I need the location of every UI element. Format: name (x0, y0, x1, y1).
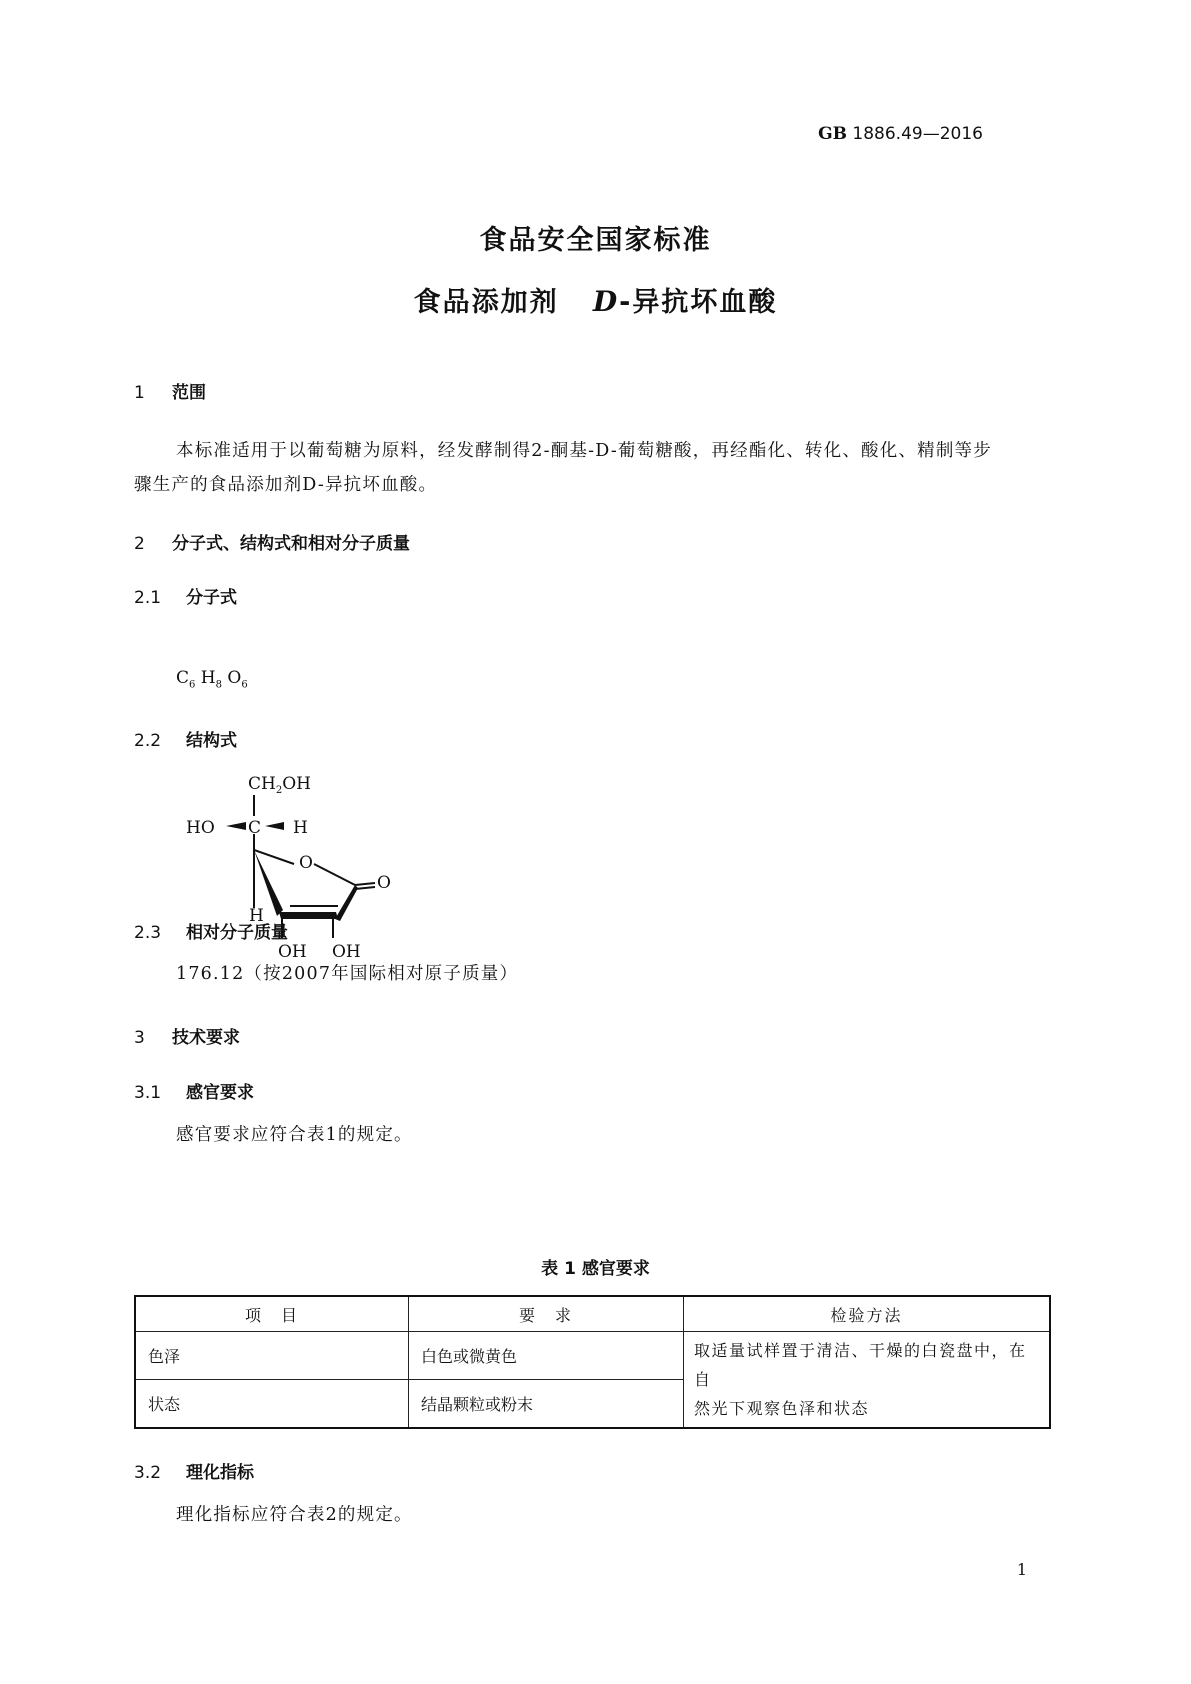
document-subtitle (0, 280, 1191, 319)
bond-o1-c2 (314, 864, 355, 885)
section-3-2-heading (134, 1458, 254, 1483)
subtitle-suffix: -异抗坏血酸 (619, 287, 778, 318)
section-3-1-text: 感官要求应符合表1的规定。 (176, 1125, 413, 1145)
molecular-formula (176, 668, 248, 690)
method-line-2: 然光下观察色泽和状态 (694, 1399, 870, 1418)
section-number: 3.2 (134, 1463, 162, 1483)
standard-code-number: 1886.49—2016 (852, 124, 983, 144)
table-cell-requirement: 结晶颗粒或粉末 (409, 1379, 684, 1428)
section-title: 分子式 (186, 588, 237, 608)
label-keto-o: O (377, 873, 391, 893)
section-number: 2.1 (134, 588, 162, 608)
table-header-method: 检验方法 (684, 1296, 1051, 1332)
section-3-2-text: 理化指标应符合表2的规定。 (176, 1505, 413, 1525)
table-row (135, 1332, 1050, 1380)
method-line-1: 取适量试样置于清洁、干燥的白瓷盘中，在自 (694, 1341, 1027, 1389)
table-header-item: 项 目 (135, 1296, 409, 1332)
label-oh-right: OH (332, 942, 361, 962)
table-cell-item: 色泽 (135, 1332, 409, 1380)
label-h-bottom: H (249, 906, 264, 926)
section-1-text-line-1: 本标准适用于以葡萄糖为原料，经发酵制得2-酮基-D-葡萄糖酸，再经酯化、转化、酸化、精制等步 (176, 441, 992, 461)
section-2-3-heading (134, 918, 288, 943)
subtitle-prefix: 食品添加剂 (413, 287, 559, 318)
section-number: 2.3 (134, 923, 162, 943)
wedge-ho (226, 822, 246, 830)
bond-c2-keto (355, 883, 375, 885)
section-2-heading (134, 529, 410, 554)
section-title: 感官要求 (186, 1083, 254, 1103)
table-header-row (135, 1296, 1050, 1332)
section-number: 1 (134, 383, 145, 403)
formula-h: H (200, 668, 216, 688)
formula-o: O (227, 668, 242, 688)
section-number: 2.2 (134, 731, 162, 751)
standard-code (818, 124, 983, 144)
formula-c-sub: 6 (189, 679, 196, 691)
section-title: 理化指标 (186, 1463, 254, 1483)
label-oh-left: OH (278, 942, 307, 962)
section-title: 结构式 (186, 731, 237, 751)
label-ch2oh: $CH_2OH$ (248, 774, 311, 796)
section-3-heading (134, 1023, 240, 1048)
section-number: 3 (134, 1028, 145, 1048)
label-ho: HO (186, 818, 215, 838)
section-2-2-heading (134, 726, 237, 751)
subtitle-italic-d: D (592, 285, 620, 318)
section-number: 3.1 (134, 1083, 162, 1103)
table-1-caption: 表 1 感官要求 (541, 1259, 650, 1279)
page-number: 1 (1016, 1560, 1027, 1579)
label-c: C (248, 818, 262, 838)
section-title: 范围 (172, 383, 206, 403)
table-1 (134, 1295, 1051, 1429)
document-title: 食品安全国家标准 (479, 225, 712, 256)
formula-h-sub: 8 (215, 679, 222, 691)
formula-o-sub: 6 (241, 679, 248, 691)
standard-code-prefix: GB (818, 124, 848, 144)
bold-bond-c2-c1 (335, 885, 358, 921)
section-title: 技术要求 (172, 1028, 240, 1048)
table-header-requirement: 要 求 (409, 1296, 684, 1332)
wedge-h (265, 822, 284, 830)
section-number: 2 (134, 534, 145, 554)
table-cell-requirement: 白色或微黄色 (409, 1332, 684, 1380)
label-ring-o: O (299, 853, 313, 873)
table-cell-method (684, 1332, 1051, 1429)
molecular-mass-value: 176.12（按2007年国际相对原子质量） (176, 964, 519, 984)
section-2-1-heading (134, 583, 237, 608)
table-cell-item: 状态 (135, 1379, 409, 1428)
section-3-1-heading (134, 1078, 254, 1103)
formula-c: C (176, 668, 190, 688)
section-title: 相对分子质量 (186, 923, 288, 943)
section-1-heading (134, 378, 206, 403)
section-title: 分子式、结构式和相对分子质量 (172, 534, 410, 554)
label-h-top: H (293, 818, 308, 838)
section-1-text-line-2: 骤生产的食品添加剂D-异抗坏血酸。 (134, 475, 438, 495)
bond-c4-o1 (254, 850, 294, 864)
